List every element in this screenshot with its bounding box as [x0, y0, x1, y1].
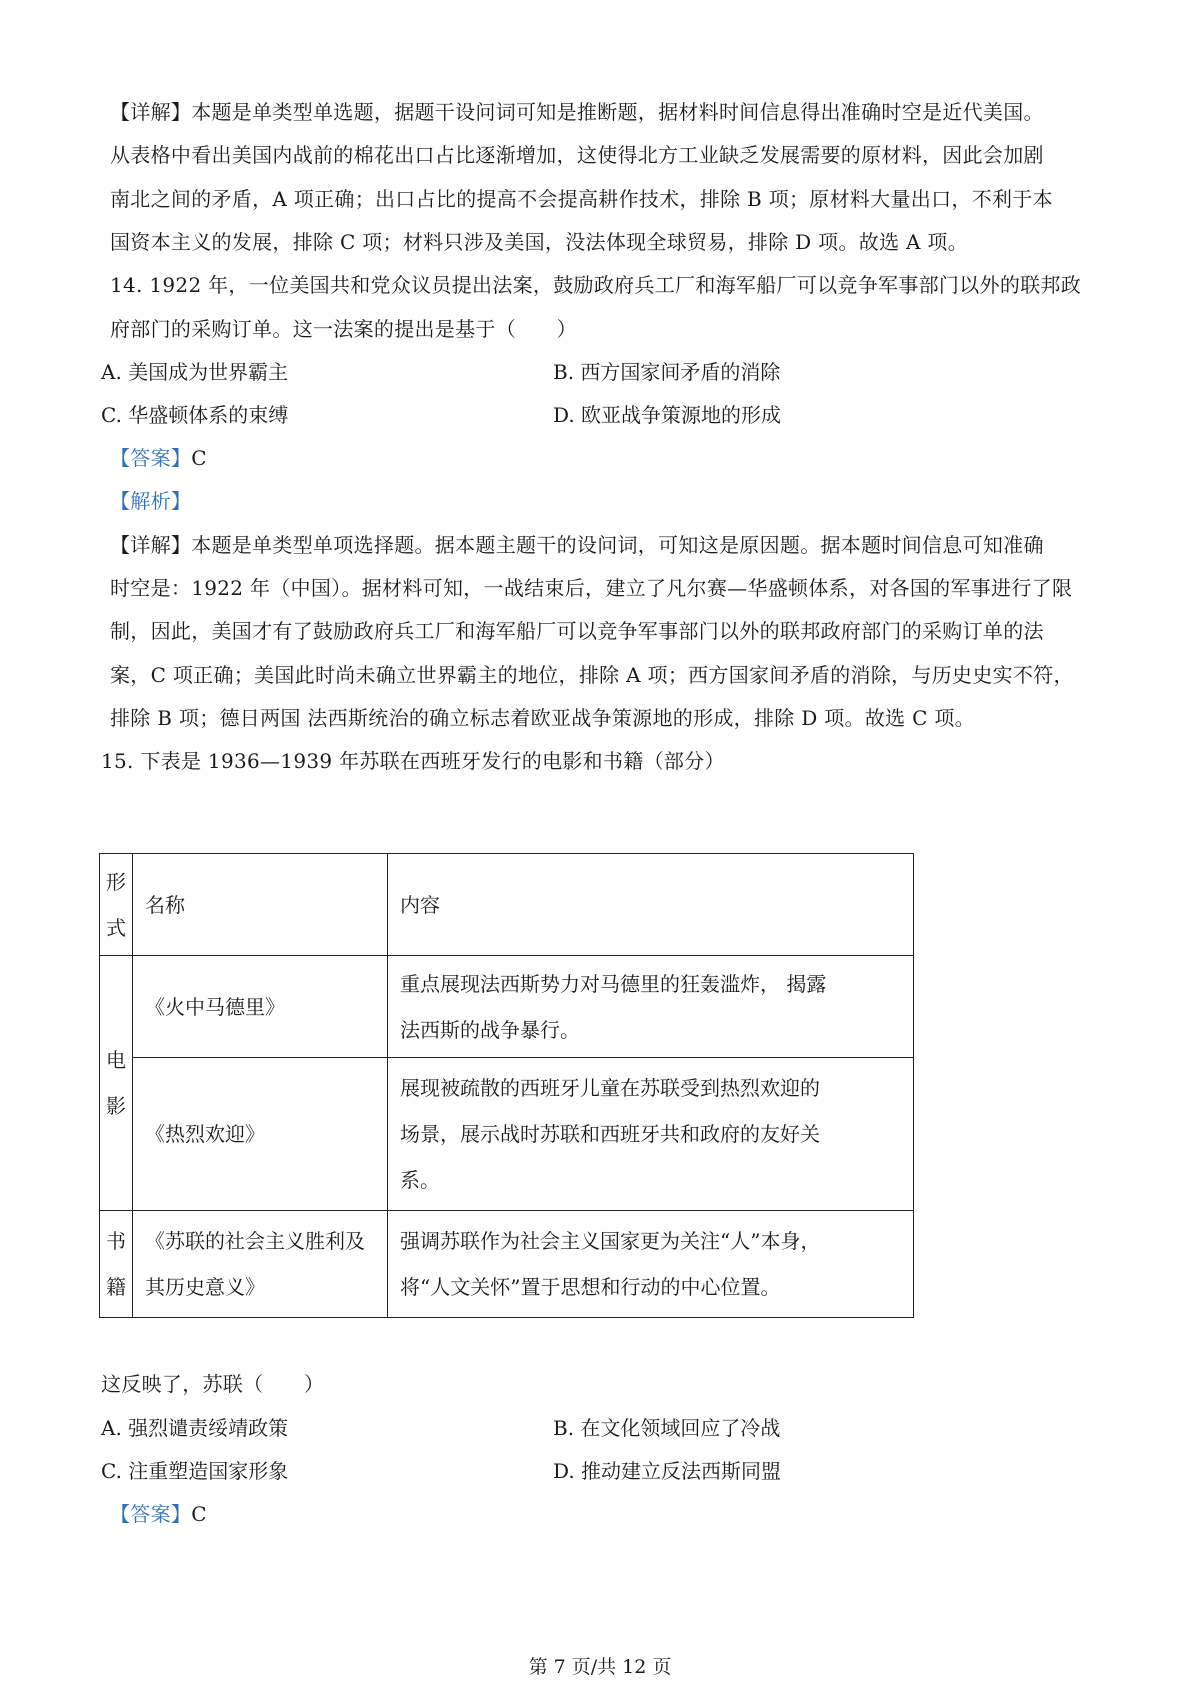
detail-line-4: 国资本主义的发展，排除 C 项；材料只涉及美国，没法体现全球贸易，排除 D 项。故选 A 项。 [110, 230, 969, 254]
header-content-cell: 内容 [388, 854, 914, 956]
book-label-cell [100, 1211, 133, 1318]
answer-label: 【答案】 [110, 1502, 192, 1526]
q15-option-d: D. 推动建立反法西斯同盟 [553, 1459, 782, 1483]
film-label-char-1: 电 [106, 1048, 126, 1072]
answer-value: C [191, 1502, 207, 1526]
q15-option-c: C. 注重塑造国家形象 [101, 1459, 289, 1483]
q15-option-a: A. 强烈谴责绥靖政策 [101, 1416, 289, 1440]
book-name-cell [133, 1211, 388, 1318]
film2-content-line-1: 展现被疏散的西班牙儿童在苏联受到热烈欢迎的 [400, 1076, 820, 1100]
q14-detail-line-4: 案，C 项正确；美国此时尚未确立世界霸主的地位，排除 A 项；西方国家间矛盾的消除，与历史史实不符， [110, 663, 1074, 687]
answer-label: 【答案】 [110, 446, 192, 470]
table-header-row [100, 854, 914, 956]
page-footer: 第 7 页/共 12 页 [528, 1656, 672, 1678]
table-row [100, 1211, 914, 1318]
book-content-line-1: 强调苏联作为社会主义国家更为关注“人”本身， [400, 1229, 821, 1253]
table-row [100, 1058, 914, 1211]
film2-content-line-2: 场景，展示战时苏联和西班牙共和政府的友好关 [400, 1122, 820, 1146]
analysis-label: 【解析】 [110, 489, 192, 513]
q14-option-c: C. 华盛顿体系的束缚 [101, 403, 289, 427]
q14-detail-line-3: 制，因此，美国才有了鼓励政府兵工厂和海军船厂可以竞争军事部门以外的联邦政府部门的采购订单的法 [110, 619, 1044, 643]
q14-detail-line-5: 排除 B 项；德日两国 法西斯统治的确立标志着欧亚战争策源地的形成，排除 D 项。故选 C 项。 [110, 706, 975, 730]
film-label-cell [100, 956, 133, 1211]
film1-content-cell [388, 956, 914, 1058]
header-form-cell [100, 854, 133, 956]
q15-answer [110, 1500, 207, 1528]
q14-stem-line-1: 14. 1922 年，一位美国共和党众议员提出法案，鼓励政府兵工厂和海军船厂可以竞争军事部门以外的联邦政 [110, 273, 1082, 297]
answer-value: C [191, 446, 207, 470]
q14-detail-line-2: 时空是：1922 年（中国）。据材料可知，一战结束后，建立了凡尔赛—华盛顿体系，对各国的军事进行了限 [110, 576, 1073, 600]
film1-content-line-2: 法西斯的战争暴行。 [400, 1017, 580, 1042]
film2-name-cell: 《热烈欢迎》 [133, 1058, 388, 1211]
book-name-line-2: 其历史意义》 [145, 1275, 265, 1299]
header-form-char-2: 式 [106, 915, 126, 940]
book-label-char-1: 书 [106, 1229, 126, 1253]
q14-analysis-label [110, 487, 191, 515]
q15-stem: 15. 下表是 1936—1939 年苏联在西班牙发行的电影和书籍（部分） [101, 749, 725, 773]
header-form-char-1: 形 [106, 869, 126, 894]
q14-stem-line-2: 府部门的采购订单。这一法案的提出是基于（ ） [110, 317, 577, 341]
film2-content-cell [388, 1058, 914, 1211]
q14-detail-line-1: 【详解】本题是单类型单项选择题。据本题主题干的设问词，可知这是原因题。据本题时间信息可知准确 [110, 533, 1044, 557]
book-content-cell [388, 1211, 914, 1318]
detail-line-1: 【详解】本题是单类型单选题，据题干设问词可知是推断题，据材料时间信息得出准确时空是近代美国。 [110, 100, 1044, 124]
q14-option-b: B. 西方国家间矛盾的消除 [553, 360, 781, 384]
q14-answer [110, 444, 207, 472]
book-name-line-1: 《苏联的社会主义胜利及 [145, 1229, 365, 1253]
film2-content-line-3: 系。 [400, 1168, 440, 1192]
book-label-char-2: 籍 [106, 1275, 126, 1299]
film1-content-line-1: 重点展现法西斯势力对马德里的狂轰滥炸， 揭露 [400, 971, 827, 996]
q15-question: 这反映了，苏联（ ） [101, 1372, 325, 1396]
film-label-char-2: 影 [106, 1094, 126, 1118]
table-row [100, 956, 914, 1058]
book-content-line-2: 将“人文关怀”置于思想和行动的中心位置。 [400, 1275, 781, 1299]
q14-option-d: D. 欧亚战争策源地的形成 [553, 403, 782, 427]
detail-line-2: 从表格中看出美国内战前的棉花出口占比逐渐增加，这使得北方工业缺乏发展需要的原材料，因此会加剧 [110, 143, 1044, 167]
header-name-cell: 名称 [133, 854, 388, 956]
detail-line-3: 南北之间的矛盾，A 项正确；出口占比的提高不会提高耕作技术，排除 B 项；原材料大量出口，不利于本 [110, 187, 1053, 211]
q14-option-a: A. 美国成为世界霸主 [101, 360, 289, 384]
q15-table [99, 853, 914, 1318]
q15-option-b: B. 在文化领域回应了冷战 [553, 1416, 781, 1440]
film1-name-cell: 《火中马德里》 [133, 956, 388, 1058]
